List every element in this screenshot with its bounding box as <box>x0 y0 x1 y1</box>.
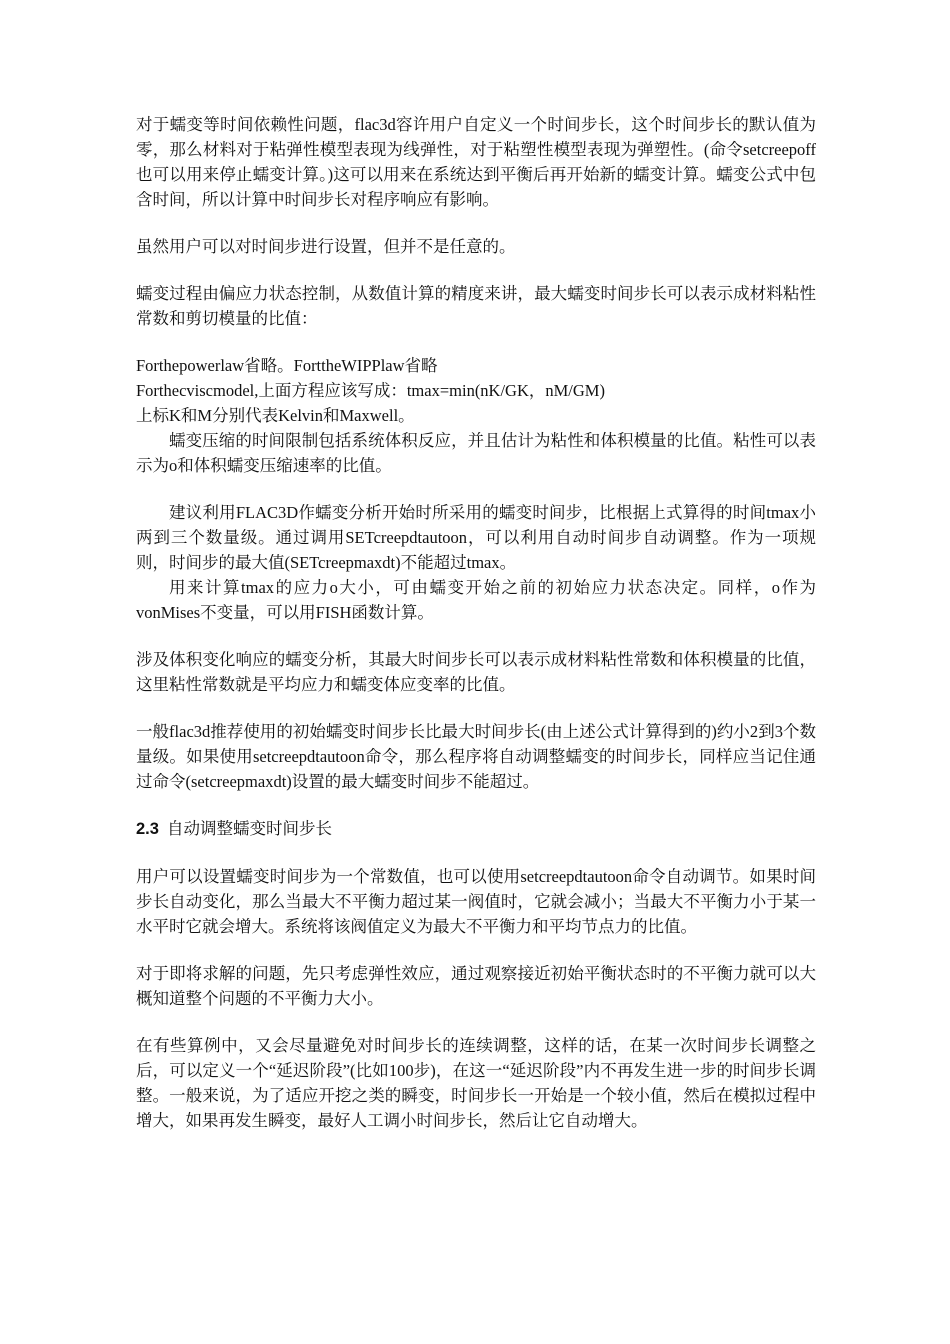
section-title: 自动调整蠕变时间步长 <box>166 819 332 838</box>
document-page <box>136 112 816 1155</box>
paragraph-flac3d-recommend: 一般flac3d推荐使用的初始蠕变时间步长比最大时间步长(由上述公式计算得到的)约小2到3个数量级。如果使用setcreepdtautoon命令，那么程序将自动调整蠕变的时间步长，同样应当记住通过命令(setcreepmaxdt)设置的最大蠕变时间步不能超过。 <box>136 722 816 791</box>
paragraph-volumetric-limit: 蠕变压缩的时间限制包括系统体积反应，并且估计为粘性和体积模量的比值。粘性可以表示为o和体积蠕变压缩速率的比值。 <box>136 431 816 475</box>
paragraph-auto-timestep: 用户可以设置蠕变时间步为一个常数值，也可以使用setcreepdtautoon命令自动调节。如果时间步长自动变化，那么当最大不平衡力超过某一阀值时，它就会减小；当最大不平衡力小于某一水平时它就会增大。系统将该阀值定义为最大不平衡力和平均节点力的比值。 <box>136 867 816 936</box>
paragraph-delay-phase: 在有些算例中，又会尽量避免对时间步长的连续调整，这样的话，在某一次时间步长调整之后，可以定义一个“延迟阶段”(比如100步)，在这一“延迟阶段”内不再发生进一步的时间步长调整。一般来说，为了适应开挖之类的瞬变，时间步长一开始是一个较小值，然后在模拟过程中增大，如果再发生瞬变，最好人工调小时间步长，然后让它自动增大。 <box>136 1036 816 1130</box>
paragraph-timestep-note: 虽然用户可以对时间步进行设置，但并不是任意的。 <box>136 237 516 256</box>
paragraph-creep-intro: 对于蠕变等时间依赖性问题，flac3d容许用户自定义一个时间步长，这个时间步长的默认值为零，那么材料对于粘弹性模型表现为线弹性，对于粘塑性模型表现为弹塑性。(命令setcreepoff也可以用来停止蠕变计算。)这可以用来在系统达到平衡后再开始新的蠕变计算。蠕变公式中包含时间，所以计算中时间步长对程序响应有影响。 <box>136 115 816 209</box>
paragraph-stress-tmax: 用来计算tmax的应力o大小，可由蠕变开始之前的初始应力状态决定。同样，o作为vonMises不变量，可以用FISH函数计算。 <box>136 578 816 622</box>
formula-line-superscript: 上标K和M分别代表Kelvin和Maxwell。 <box>136 406 415 425</box>
section-number: 2.3 <box>136 820 159 838</box>
paragraph-max-timestep: 蠕变过程由偏应力状态控制，从数值计算的精度来讲，最大蠕变时间步长可以表示成材料粘性常数和剪切模量的比值： <box>136 284 816 328</box>
paragraph-initial-timestep: 建议利用FLAC3D作蠕变分析开始时所采用的蠕变时间步，比根据上式算得的时间tmax小两到三个数量级。通过调用SETcreepdtautoon，可以利用自动时间步自动调整。作为一项规则，时间步的最大值(SETcreepmaxdt)不能超过tmax。 <box>136 503 816 572</box>
paragraph-unbalanced-force: 对于即将求解的问题，先只考虑弹性效应，通过观察接近初始平衡状态时的不平衡力就可以大概知道整个问题的不平衡力大小。 <box>136 964 816 1008</box>
formula-line-powerlaw: Forthepowerlaw省略。ForttheWIPPlaw省略 <box>136 356 438 375</box>
section-heading <box>136 816 816 842</box>
formula-line-cvisc: Forthecviscmodel,上面方程应该写成：tmax=min(nK/GK，nM/GM) <box>136 381 605 400</box>
paragraph-volume-change: 涉及体积变化响应的蠕变分析，其最大时间步长可以表示成材料粘性常数和体积模量的比值，这里粘性常数就是平均应力和蠕变体应变率的比值。 <box>136 650 816 694</box>
